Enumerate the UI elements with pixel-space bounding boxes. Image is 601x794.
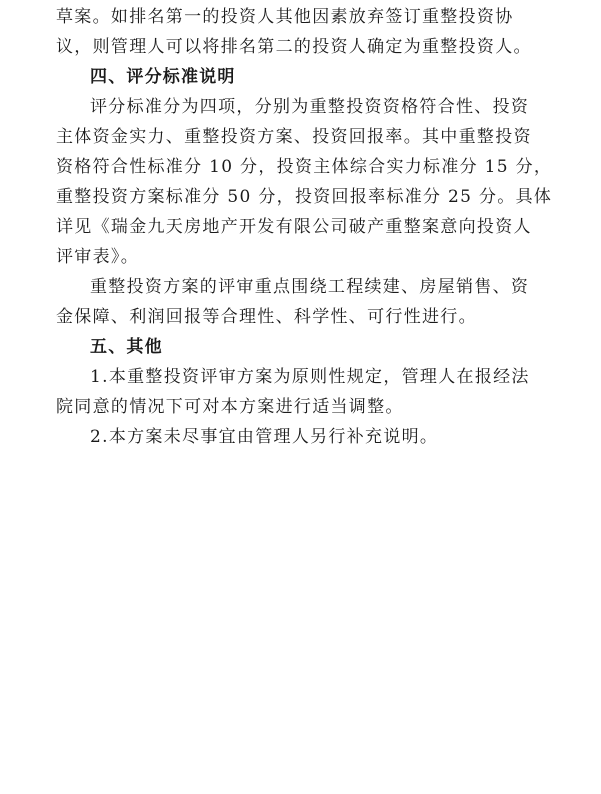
list-item-line: 院同意的情况下可对本方案进行适当调整。 bbox=[56, 397, 404, 417]
paragraph-line: 资格符合性标准分 10 分，投资主体综合实力标准分 15 分， bbox=[56, 157, 553, 177]
paragraph-line: 评分标准分为四项，分别为重整投资资格符合性、投资 bbox=[90, 97, 530, 117]
paragraph-line: 重整投资方案标准分 50 分，投资回报率标准分 25 分。具体 bbox=[56, 187, 553, 207]
section-heading-scoring: 四、评分标准说明 bbox=[90, 67, 236, 87]
paragraph-line: 草案。如排名第一的投资人其他因素放弃签订重整投资协 bbox=[56, 7, 514, 27]
paragraph-line: 评审表》。 bbox=[56, 247, 139, 267]
paragraph-line: 金保障、利润回报等合理性、科学性、可行性进行。 bbox=[56, 307, 477, 327]
paragraph-line: 议，则管理人可以将排名第二的投资人确定为重整投资人。 bbox=[56, 37, 532, 57]
paragraph-line: 主体资金实力、重整投资方案、投资回报率。其中重整投资 bbox=[56, 127, 532, 147]
list-item-line: 2.本方案未尽事宜由管理人另行补充说明。 bbox=[90, 427, 439, 447]
document-body bbox=[56, 2, 553, 452]
paragraph-line: 详见《瑞金九天房地产开发有限公司破产重整案意向投资人 bbox=[56, 217, 532, 237]
section-heading-other: 五、其他 bbox=[90, 337, 163, 357]
list-item-line: 1.本重整投资评审方案为原则性规定，管理人在报经法 bbox=[90, 367, 530, 387]
paragraph-line: 重整投资方案的评审重点围绕工程续建、房屋销售、资 bbox=[90, 277, 530, 297]
